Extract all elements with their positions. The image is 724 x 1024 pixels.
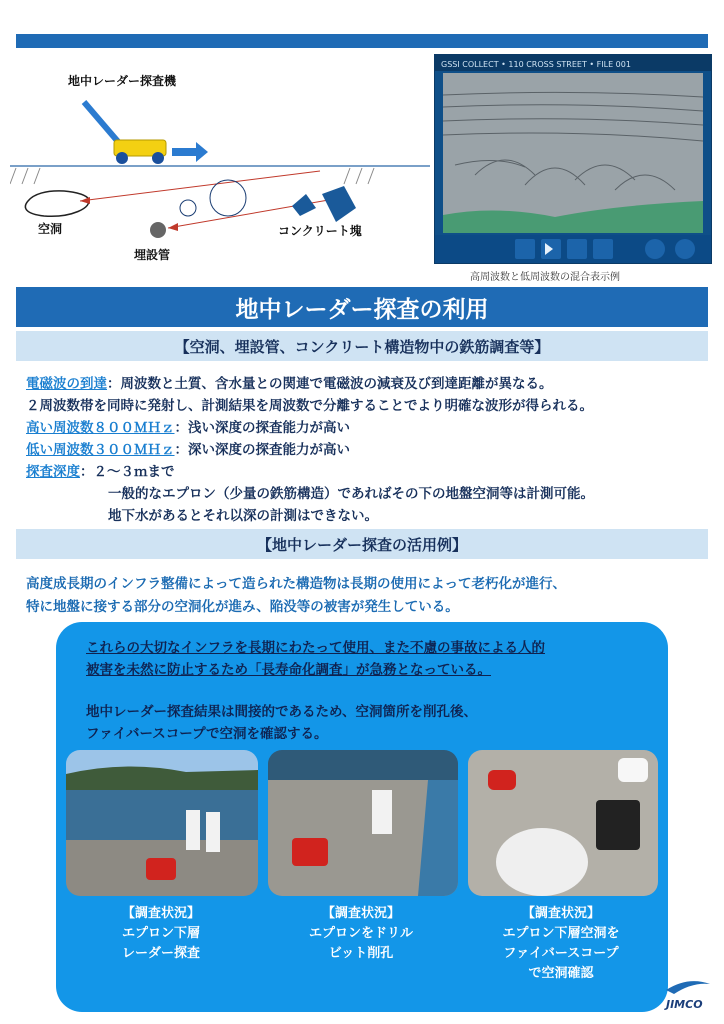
photo-drilling [268,750,458,896]
caption-line: ビット削孔 [328,946,394,961]
radar-image [434,54,712,264]
caption-line: エプロン下層 [121,926,200,941]
caption-line: で空洞確認 [528,966,594,981]
caption-tag: 【調査状況】 [321,906,400,921]
logo-text: JIMCO [666,998,703,1011]
body-line-2: ２周波数帯を同時に発射し、計測結果を周波数で分離することでより明確な波形が得られる。 [26,398,593,414]
body-line-6: 一般的なエプロン（少量の鉄筋構造）であればその下の地盤空洞等は計測可能。 [108,486,594,502]
keyword-high-freq: 高い周波数８００ＭＨｚ [26,420,175,436]
body-line-1 [26,372,553,392]
caption-line: ファイバースコープ [503,946,619,961]
body-line-4 [26,438,350,458]
radar-header: GSSI COLLECT • 110 CROSS STREET • FILE 001 [441,60,631,69]
radar-diagram [10,56,430,276]
photo-radar-survey [66,750,258,896]
keyword-low-freq: 低い周波数３００ＭＨｚ [26,442,175,458]
radar-machine-icon [84,102,166,164]
page-subtitle: 【空洞、埋設管、コンクリート構造物中の鉄筋調査等】 [16,331,708,361]
jimco-logo [662,974,712,1014]
page-title: 地中レーダー探査の利用 [16,287,708,327]
body-text: ：２～３ｍまで [80,464,175,480]
body-text: ：周波数と土質、含水量との関連で電磁波の減衰及び到達距離が異なる。 [107,376,553,392]
panel-line-3: 地中レーダー探査結果は間接的であるため、空洞箇所を削孔後、 [86,704,477,720]
panel-line-4: ファイバースコープで空洞を確認する。 [86,726,328,742]
top-bar [16,34,708,48]
intro-line-1: 高度成長期のインフラ整備によって造られた構造物は長期の使用によって老朽化が進行、 [26,576,566,592]
photo-fiberscope [468,750,658,896]
caption-line: エプロンをドリル [308,926,413,941]
caption-tag: 【調査状況】 [121,906,200,921]
caption-line: レーダー探査 [121,946,200,961]
radar-caption: 高周波数と低周波数の混合表示例 [470,272,620,283]
photo-caption-3 [466,904,656,984]
panel-line-1: これらの大切なインフラを長期にわたって使用、また不慮の事故による人的 [86,640,545,656]
body-text: ：浅い深度の探査能力が高い [174,420,350,436]
section-title: 【地中レーダー探査の活用例】 [16,529,708,559]
pipe-label: 埋設管 [134,248,171,262]
caption-tag: 【調査状況】 [521,906,600,921]
machine-label: 地中レーダー探査機 [68,74,177,88]
concrete-label: コンクリート塊 [278,224,362,238]
photo-caption-1 [66,904,256,964]
intro-line-2: 特に地盤に接する部分の空洞化が進み、陥没等の被害が発生している。 [26,599,459,615]
void-label: 空洞 [38,222,63,236]
body-line-5 [26,460,175,480]
photo-caption-2 [266,904,456,964]
body-line-3 [26,416,350,436]
body-line-7: 地下水があるとそれ以深の計測はできない。 [108,508,378,524]
panel-line-2: 被害を未然に防止するため「長寿命化調査」が急務となっている。 [86,662,491,678]
caption-line: エプロン下層空洞を [502,926,620,941]
body-text: ：深い深度の探査能力が高い [174,442,350,458]
keyword-depth: 探査深度 [26,464,80,480]
keyword-em-wave: 電磁波の到達 [26,376,107,392]
